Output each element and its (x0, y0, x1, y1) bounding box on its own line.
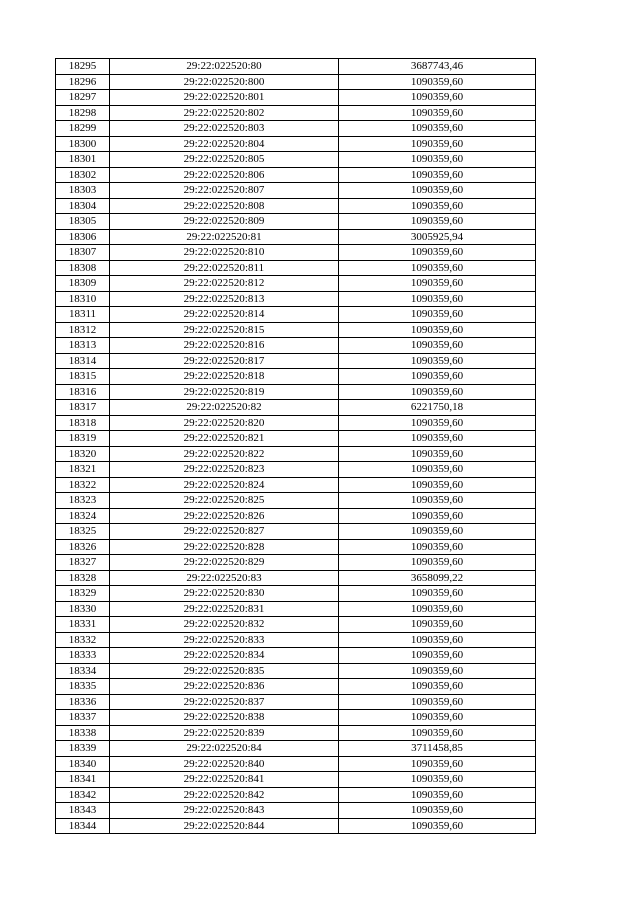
table-row (56, 183, 536, 199)
row-number-cell: 18338 (56, 725, 110, 741)
value-cell: 1090359,60 (339, 198, 536, 214)
table-row (56, 462, 536, 478)
table-row (56, 601, 536, 617)
value-cell: 1090359,60 (339, 338, 536, 354)
table-row (56, 710, 536, 726)
table-row (56, 617, 536, 633)
table-row (56, 245, 536, 261)
row-number-cell: 18301 (56, 152, 110, 168)
cadastral-number-cell: 29:22:022520:824 (110, 477, 339, 493)
table-row (56, 338, 536, 354)
row-number-cell: 18321 (56, 462, 110, 478)
value-cell: 3658099,22 (339, 570, 536, 586)
table-row (56, 539, 536, 555)
cadastral-number-cell: 29:22:022520:84 (110, 741, 339, 757)
row-number-cell: 18295 (56, 59, 110, 75)
row-number-cell: 18325 (56, 524, 110, 540)
cadastral-number-cell: 29:22:022520:829 (110, 555, 339, 571)
table-row (56, 152, 536, 168)
row-number-cell: 18337 (56, 710, 110, 726)
cadastral-number-cell: 29:22:022520:820 (110, 415, 339, 431)
table-row (56, 477, 536, 493)
row-number-cell: 18300 (56, 136, 110, 152)
cadastral-number-cell: 29:22:022520:82 (110, 400, 339, 416)
cadastral-number-cell: 29:22:022520:822 (110, 446, 339, 462)
value-cell: 1090359,60 (339, 555, 536, 571)
table-row (56, 555, 536, 571)
row-number-cell: 18297 (56, 90, 110, 106)
value-cell: 1090359,60 (339, 803, 536, 819)
cadastral-number-cell: 29:22:022520:818 (110, 369, 339, 385)
table-row (56, 74, 536, 90)
row-number-cell: 18327 (56, 555, 110, 571)
cadastral-number-cell: 29:22:022520:812 (110, 276, 339, 292)
table-row (56, 431, 536, 447)
table-row (56, 803, 536, 819)
row-number-cell: 18306 (56, 229, 110, 245)
row-number-cell: 18331 (56, 617, 110, 633)
row-number-cell: 18323 (56, 493, 110, 509)
row-number-cell: 18342 (56, 787, 110, 803)
table-row (56, 276, 536, 292)
value-cell: 1090359,60 (339, 121, 536, 137)
cadastral-number-cell: 29:22:022520:81 (110, 229, 339, 245)
value-cell: 1090359,60 (339, 477, 536, 493)
row-number-cell: 18298 (56, 105, 110, 121)
row-number-cell: 18314 (56, 353, 110, 369)
table-row (56, 260, 536, 276)
value-cell: 3711458,85 (339, 741, 536, 757)
cadastral-number-cell: 29:22:022520:819 (110, 384, 339, 400)
document-page (55, 58, 535, 834)
cadastral-number-cell: 29:22:022520:842 (110, 787, 339, 803)
cadastral-number-cell: 29:22:022520:807 (110, 183, 339, 199)
cadastral-number-cell: 29:22:022520:826 (110, 508, 339, 524)
value-cell: 1090359,60 (339, 663, 536, 679)
value-cell: 1090359,60 (339, 322, 536, 338)
cadastral-number-cell: 29:22:022520:803 (110, 121, 339, 137)
cadastral-number-cell: 29:22:022520:800 (110, 74, 339, 90)
row-number-cell: 18315 (56, 369, 110, 385)
row-number-cell: 18341 (56, 772, 110, 788)
value-cell: 1090359,60 (339, 493, 536, 509)
row-number-cell: 18330 (56, 601, 110, 617)
table-row (56, 586, 536, 602)
row-number-cell: 18310 (56, 291, 110, 307)
row-number-cell: 18320 (56, 446, 110, 462)
value-cell: 1090359,60 (339, 136, 536, 152)
value-cell: 1090359,60 (339, 725, 536, 741)
row-number-cell: 18303 (56, 183, 110, 199)
row-number-cell: 18333 (56, 648, 110, 664)
table-row (56, 772, 536, 788)
cadastral-number-cell: 29:22:022520:841 (110, 772, 339, 788)
cadastral-number-cell: 29:22:022520:808 (110, 198, 339, 214)
value-cell: 1090359,60 (339, 787, 536, 803)
table-row (56, 136, 536, 152)
cadastral-number-cell: 29:22:022520:815 (110, 322, 339, 338)
table-row (56, 322, 536, 338)
value-cell: 1090359,60 (339, 260, 536, 276)
table-row (56, 446, 536, 462)
table-row (56, 679, 536, 695)
row-number-cell: 18311 (56, 307, 110, 323)
row-number-cell: 18326 (56, 539, 110, 555)
table-row (56, 229, 536, 245)
row-number-cell: 18329 (56, 586, 110, 602)
cadastral-number-cell: 29:22:022520:814 (110, 307, 339, 323)
cadastral-number-cell: 29:22:022520:828 (110, 539, 339, 555)
table-row (56, 307, 536, 323)
table-row (56, 508, 536, 524)
cadastral-value-table (55, 58, 536, 834)
row-number-cell: 18328 (56, 570, 110, 586)
table-row (56, 818, 536, 834)
value-cell: 3687743,46 (339, 59, 536, 75)
table-row (56, 694, 536, 710)
table-row (56, 787, 536, 803)
value-cell: 1090359,60 (339, 353, 536, 369)
row-number-cell: 18340 (56, 756, 110, 772)
cadastral-number-cell: 29:22:022520:839 (110, 725, 339, 741)
value-cell: 1090359,60 (339, 694, 536, 710)
cadastral-number-cell: 29:22:022520:811 (110, 260, 339, 276)
row-number-cell: 18313 (56, 338, 110, 354)
cadastral-number-cell: 29:22:022520:80 (110, 59, 339, 75)
cadastral-number-cell: 29:22:022520:810 (110, 245, 339, 261)
value-cell: 1090359,60 (339, 710, 536, 726)
cadastral-number-cell: 29:22:022520:833 (110, 632, 339, 648)
row-number-cell: 18336 (56, 694, 110, 710)
value-cell: 1090359,60 (339, 539, 536, 555)
table-row (56, 105, 536, 121)
table-row (56, 59, 536, 75)
value-cell: 1090359,60 (339, 431, 536, 447)
cadastral-number-cell: 29:22:022520:835 (110, 663, 339, 679)
value-cell: 1090359,60 (339, 648, 536, 664)
table-row (56, 570, 536, 586)
cadastral-number-cell: 29:22:022520:809 (110, 214, 339, 230)
value-cell: 1090359,60 (339, 632, 536, 648)
table-body (56, 59, 536, 834)
table-row (56, 400, 536, 416)
value-cell: 1090359,60 (339, 384, 536, 400)
value-cell: 1090359,60 (339, 307, 536, 323)
row-number-cell: 18334 (56, 663, 110, 679)
table-row (56, 291, 536, 307)
value-cell: 1090359,60 (339, 446, 536, 462)
table-row (56, 214, 536, 230)
value-cell: 1090359,60 (339, 291, 536, 307)
cadastral-number-cell: 29:22:022520:830 (110, 586, 339, 602)
table-row (56, 167, 536, 183)
row-number-cell: 18304 (56, 198, 110, 214)
value-cell: 1090359,60 (339, 105, 536, 121)
value-cell: 1090359,60 (339, 772, 536, 788)
value-cell: 1090359,60 (339, 415, 536, 431)
cadastral-number-cell: 29:22:022520:83 (110, 570, 339, 586)
row-number-cell: 18343 (56, 803, 110, 819)
table-row (56, 90, 536, 106)
table-row (56, 725, 536, 741)
cadastral-number-cell: 29:22:022520:825 (110, 493, 339, 509)
table-row (56, 493, 536, 509)
cadastral-number-cell: 29:22:022520:843 (110, 803, 339, 819)
value-cell: 1090359,60 (339, 818, 536, 834)
cadastral-number-cell: 29:22:022520:832 (110, 617, 339, 633)
value-cell: 1090359,60 (339, 617, 536, 633)
row-number-cell: 18324 (56, 508, 110, 524)
row-number-cell: 18309 (56, 276, 110, 292)
table-row (56, 632, 536, 648)
value-cell: 1090359,60 (339, 508, 536, 524)
value-cell: 1090359,60 (339, 369, 536, 385)
value-cell: 1090359,60 (339, 586, 536, 602)
cadastral-number-cell: 29:22:022520:838 (110, 710, 339, 726)
value-cell: 1090359,60 (339, 214, 536, 230)
value-cell: 6221750,18 (339, 400, 536, 416)
value-cell: 1090359,60 (339, 276, 536, 292)
cadastral-number-cell: 29:22:022520:834 (110, 648, 339, 664)
row-number-cell: 18296 (56, 74, 110, 90)
table-row (56, 353, 536, 369)
row-number-cell: 18305 (56, 214, 110, 230)
table-row (56, 524, 536, 540)
row-number-cell: 18339 (56, 741, 110, 757)
cadastral-number-cell: 29:22:022520:802 (110, 105, 339, 121)
row-number-cell: 18316 (56, 384, 110, 400)
value-cell: 1090359,60 (339, 601, 536, 617)
value-cell: 1090359,60 (339, 90, 536, 106)
table-row (56, 121, 536, 137)
row-number-cell: 18318 (56, 415, 110, 431)
table-row (56, 648, 536, 664)
row-number-cell: 18317 (56, 400, 110, 416)
value-cell: 3005925,94 (339, 229, 536, 245)
table-row (56, 384, 536, 400)
row-number-cell: 18322 (56, 477, 110, 493)
row-number-cell: 18299 (56, 121, 110, 137)
table-row (56, 415, 536, 431)
value-cell: 1090359,60 (339, 462, 536, 478)
value-cell: 1090359,60 (339, 245, 536, 261)
value-cell: 1090359,60 (339, 756, 536, 772)
value-cell: 1090359,60 (339, 152, 536, 168)
cadastral-number-cell: 29:22:022520:817 (110, 353, 339, 369)
table-row (56, 663, 536, 679)
cadastral-number-cell: 29:22:022520:805 (110, 152, 339, 168)
cadastral-number-cell: 29:22:022520:801 (110, 90, 339, 106)
cadastral-number-cell: 29:22:022520:836 (110, 679, 339, 695)
row-number-cell: 18335 (56, 679, 110, 695)
cadastral-number-cell: 29:22:022520:840 (110, 756, 339, 772)
cadastral-number-cell: 29:22:022520:823 (110, 462, 339, 478)
cadastral-number-cell: 29:22:022520:837 (110, 694, 339, 710)
value-cell: 1090359,60 (339, 524, 536, 540)
value-cell: 1090359,60 (339, 183, 536, 199)
row-number-cell: 18307 (56, 245, 110, 261)
row-number-cell: 18308 (56, 260, 110, 276)
table-row (56, 741, 536, 757)
value-cell: 1090359,60 (339, 167, 536, 183)
row-number-cell: 18302 (56, 167, 110, 183)
cadastral-number-cell: 29:22:022520:821 (110, 431, 339, 447)
table-row (56, 198, 536, 214)
cadastral-number-cell: 29:22:022520:831 (110, 601, 339, 617)
cadastral-number-cell: 29:22:022520:816 (110, 338, 339, 354)
table-row (56, 369, 536, 385)
value-cell: 1090359,60 (339, 74, 536, 90)
cadastral-number-cell: 29:22:022520:844 (110, 818, 339, 834)
cadastral-number-cell: 29:22:022520:804 (110, 136, 339, 152)
row-number-cell: 18312 (56, 322, 110, 338)
row-number-cell: 18332 (56, 632, 110, 648)
cadastral-number-cell: 29:22:022520:813 (110, 291, 339, 307)
cadastral-number-cell: 29:22:022520:827 (110, 524, 339, 540)
row-number-cell: 18344 (56, 818, 110, 834)
table-row (56, 756, 536, 772)
cadastral-number-cell: 29:22:022520:806 (110, 167, 339, 183)
row-number-cell: 18319 (56, 431, 110, 447)
value-cell: 1090359,60 (339, 679, 536, 695)
